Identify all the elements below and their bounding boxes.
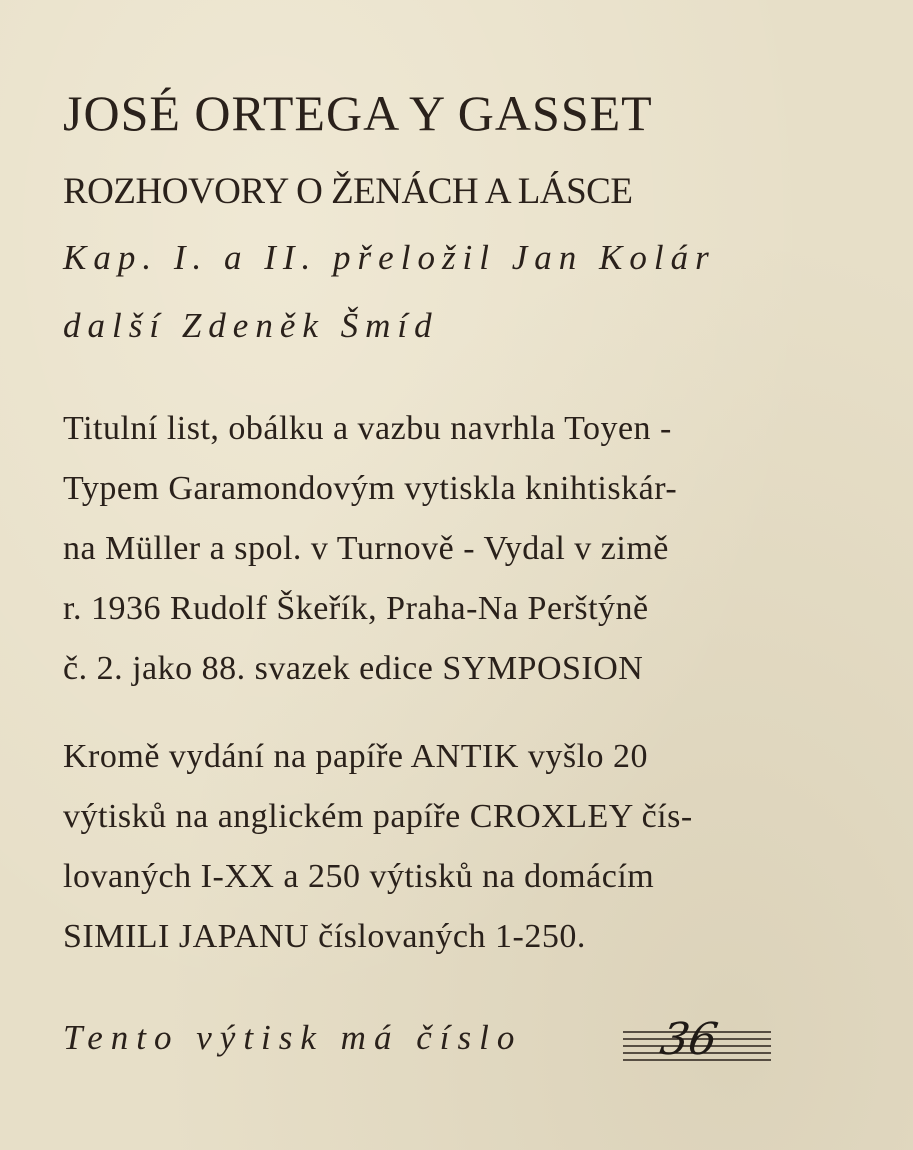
handwritten-copy-number: 36	[656, 1014, 722, 1065]
edition-line: SIMILI JAPANU číslovaných 1-250.	[63, 918, 586, 955]
imprint-line: Titulní list, obálku a vazbu navrhla Toyen -	[63, 410, 672, 447]
translators-line-1: Kap. I. a II. přeložil Jan Kolár	[63, 238, 716, 277]
imprint-line: č. 2. jako 88. svazek edice SYMPOSION	[63, 650, 644, 687]
book-title: ROZHOVORY O ŽENÁCH A LÁSCE	[63, 171, 633, 212]
imprint-line: na Müller a spol. v Turnově - Vydal v zimě	[63, 530, 669, 567]
show-through-shadow	[470, 700, 590, 736]
translators-line-2: další Zdeněk Šmíd	[63, 306, 439, 345]
imprint-line: Typem Garamondovým vytiskla knihtiskár-	[63, 470, 678, 507]
imprint-line: r. 1936 Rudolf Škeřík, Praha-Na Perštýně	[63, 590, 649, 627]
copy-number-field	[623, 1008, 773, 1070]
edition-line: výtisků na anglickém papíře CROXLEY čís-	[63, 798, 693, 835]
edition-line: Kromě vydání na papíře ANTIK vyšlo 20	[63, 738, 649, 775]
author-name: JOSÉ ORTEGA Y GASSET	[63, 85, 653, 141]
edition-line: lovaných I-XX a 250 výtisků na domácím	[63, 858, 655, 895]
copy-number-label: Tento výtisk má číslo	[63, 1018, 523, 1057]
